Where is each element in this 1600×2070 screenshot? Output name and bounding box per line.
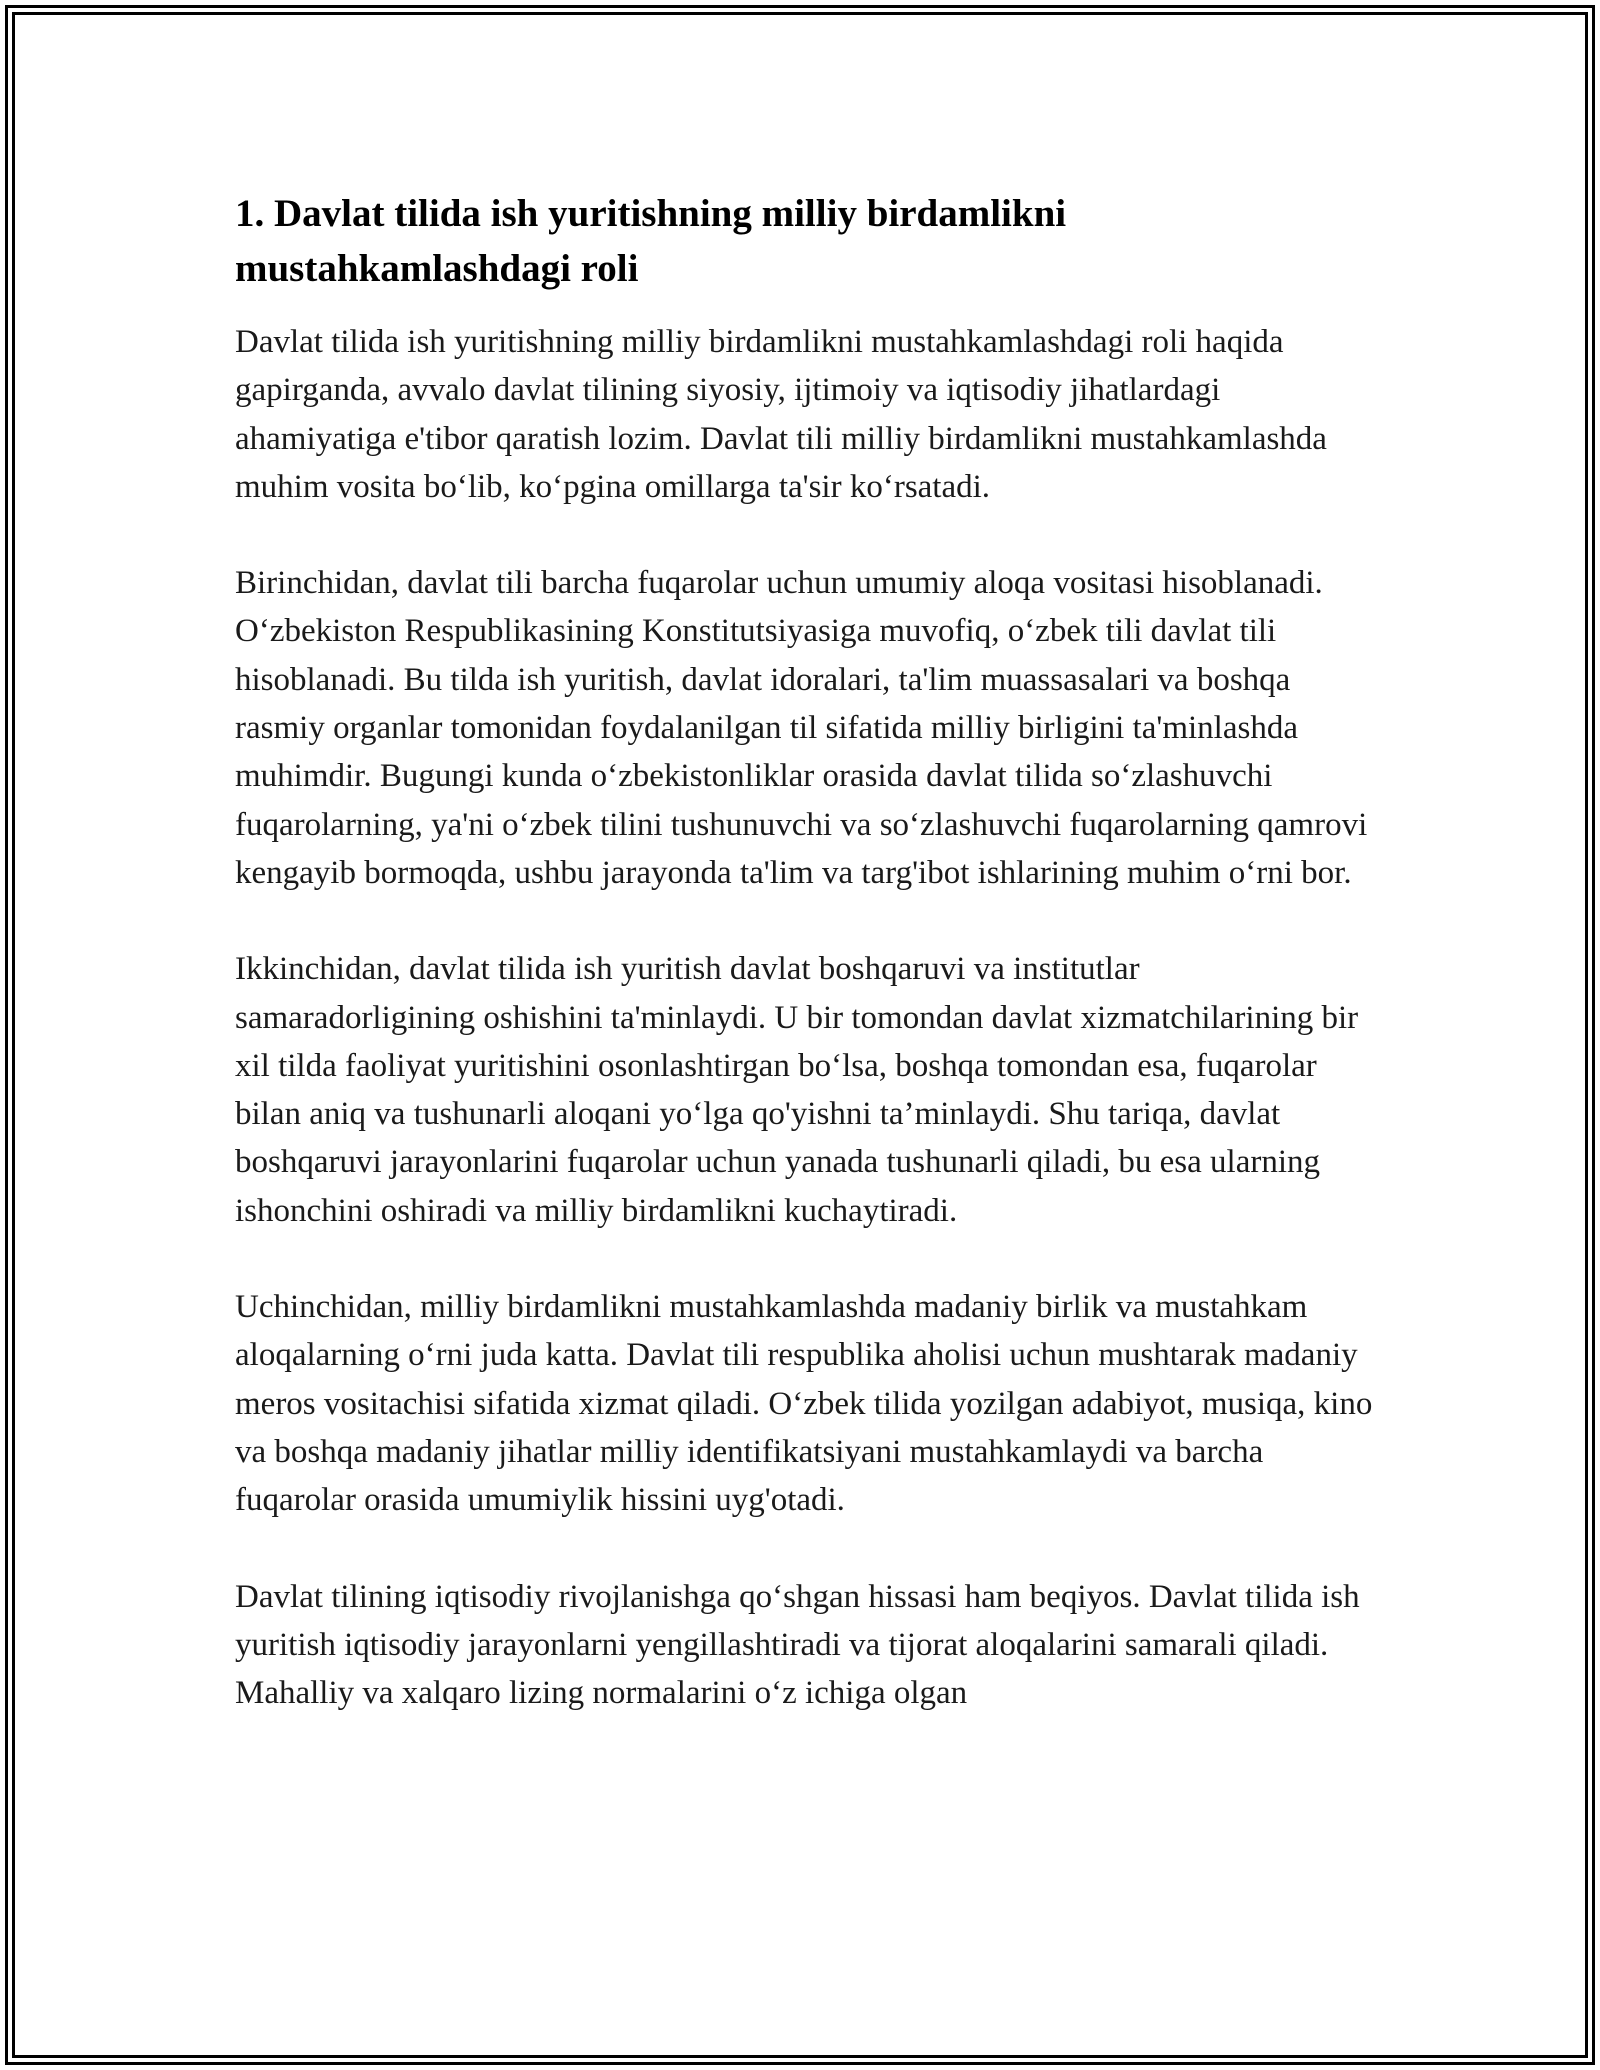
paragraph-2: Birinchidan, davlat tili barcha fuqarolar uchun umumiy aloqa vositasi hisoblanadi. O‘zbekiston Respublikasining Konstitutsiyasiga muvofiq, o‘zbek tili davlat tili hisoblanadi. Bu tilda ish yuritish, davlat idoralari, ta'lim muassasalari va boshqa rasmiy organlar tomonidan foydalanilgan til sifatida milliy birligini ta'minlashda muhimdir. Bugungi kunda o‘zbekistonliklar orasida davlat tilida so‘zlashuvchi fuqarolarning, ya'ni o‘zbek tilini tushunuvchi va so‘zlashuvchi fuqarolarning qamrovi kengayib bormoqda, ushbu jarayonda ta'lim va targ'ibot ishlarining muhim o‘rni bor. [235, 565, 1368, 891]
section-heading: 1. Davlat tilida ish yuritishning milliy birdamlikni mustahkamlashdagi roli [235, 192, 1067, 290]
paragraph-3: Ikkinchidan, davlat tilida ish yuritish davlat boshqaruvi va institutlar samaradorligining oshishini ta'minlaydi. U bir tomondan davlat xizmatchilarining bir xil tilda faoliyat yuritishini osonlashtirgan bo‘lsa, boshqa tomondan esa, fuqarolar bilan aniq va tushunarli aloqani yo‘lga qo'yishni ta’minlaydi. Shu tariqa, davlat boshqaruvi jarayonlarini fuqarolar uchun yanada tushunarli qiladi, bu esa ularning ishonchini oshiradi va milliy birdamlikni kuchaytiradi. [235, 951, 1359, 1229]
document-body [235, 186, 1375, 1717]
paragraph-4: Uchinchidan, milliy birdamlikni mustahkamlashda madaniy birlik va mustahkam aloqalarning o‘rni juda katta. Davlat tili respublika aholisi uchun mushtarak madaniy meros vositachisi sifatida xizmat qiladi. O‘zbek tilida yozilgan adabiyot, musiqa, kino va boshqa madaniy jihatlar milliy identifikatsiyani mustahkamlaydi va barcha fuqarolar orasida umumiylik hissini uyg'otadi. [235, 1289, 1373, 1519]
paragraph-1: Davlat tilida ish yuritishning milliy birdamlikni mustahkamlashdagi roli haqida gapirganda, avvalo davlat tilining siyosiy, ijtimoiy va iqtisodiy jihatlardagi ahamiyatiga e'tibor qaratish lozim. Davlat tili milliy birdamlikni mustahkamlashda muhim vosita bo‘lib, ko‘pgina omillarga ta'sir ko‘rsatadi. [235, 324, 1327, 505]
paragraph-5: Davlat tilining iqtisodiy rivojlanishga qo‘shgan hissasi ham beqiyos. Davlat tilida ish yuritish iqtisodiy jarayonlarni yengillashtiradi va tijorat aloqalarini samarali qiladi. Mahalliy va xalqaro lizing normalarini o‘z ichiga olgan [235, 1578, 1360, 1712]
